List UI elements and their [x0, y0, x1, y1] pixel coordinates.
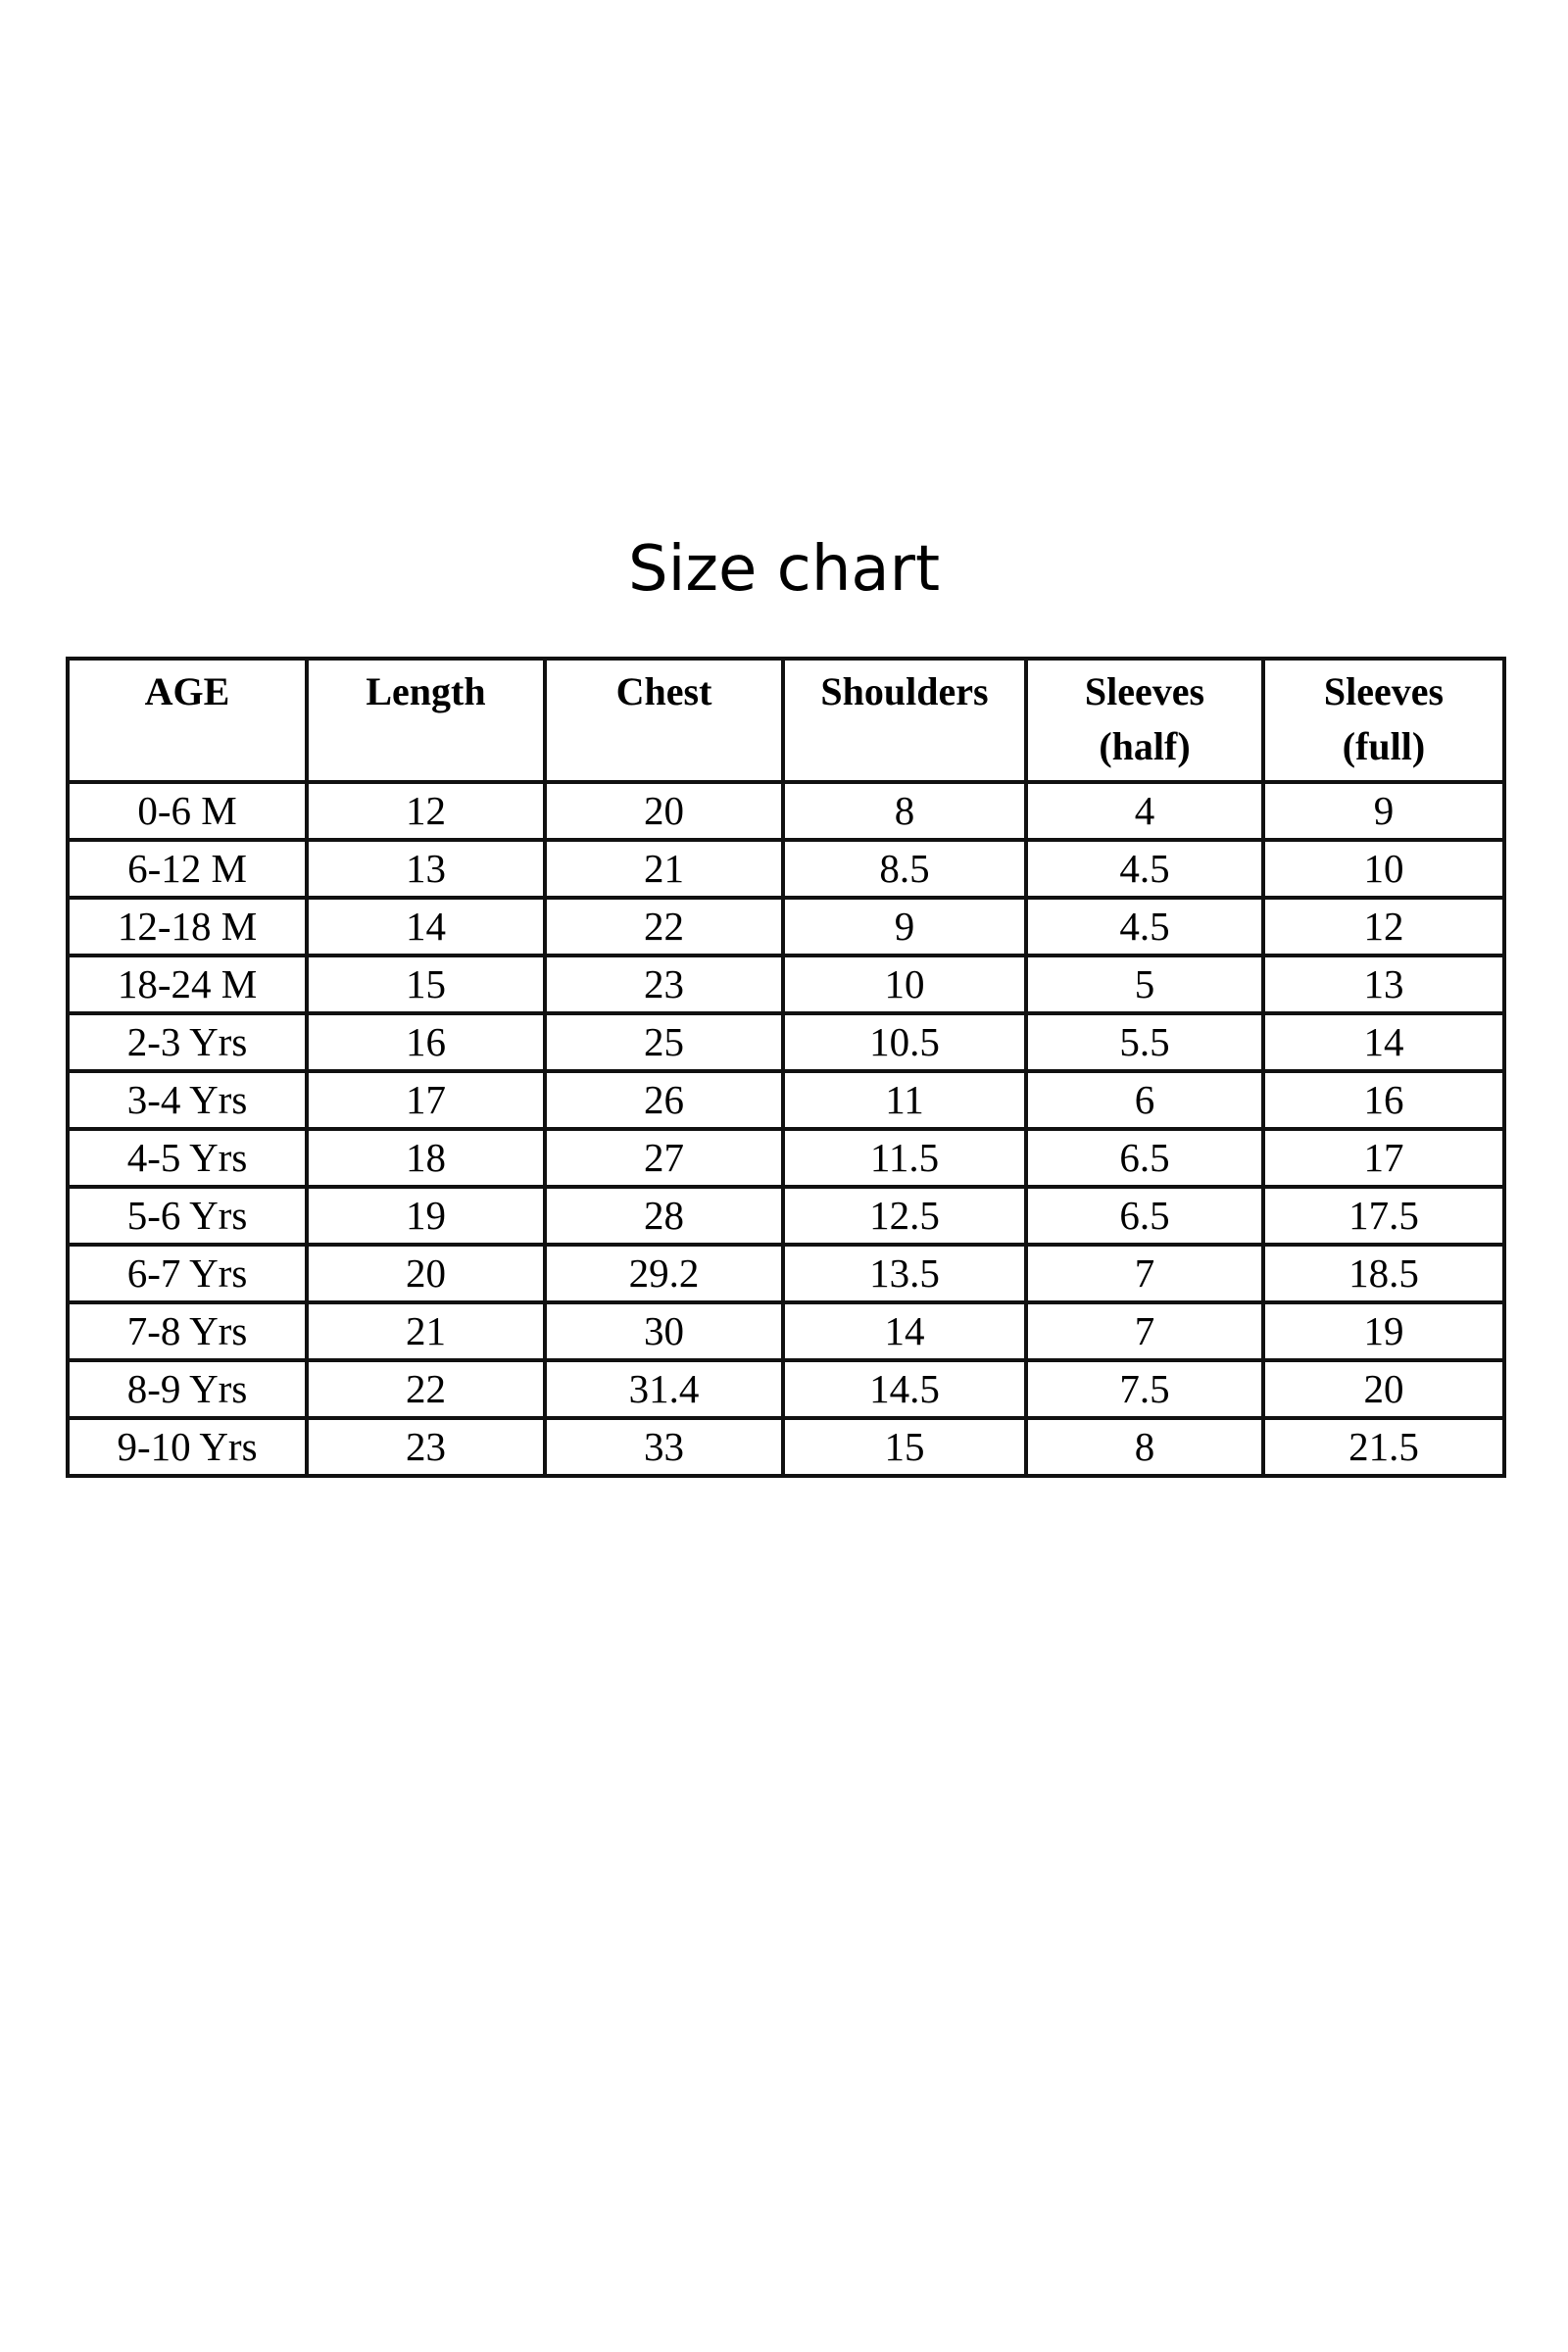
cell-chest: 29.2 [545, 1245, 783, 1302]
cell-sleeves-full: 17.5 [1263, 1187, 1504, 1245]
cell-chest: 30 [545, 1302, 783, 1360]
table-header [68, 659, 1504, 782]
table-row [68, 1245, 1504, 1302]
header-row [68, 659, 1504, 782]
cell-sleeves-full: 18.5 [1263, 1245, 1504, 1302]
cell-sleeves-full: 12 [1263, 898, 1504, 956]
table-row [68, 956, 1504, 1013]
size-chart-table [66, 657, 1506, 1478]
cell-sleeves-full: 9 [1263, 782, 1504, 840]
cell-shoulders: 8.5 [783, 840, 1026, 898]
cell-age: 6-7 Yrs [68, 1245, 307, 1302]
cell-sleeves-half: 5 [1026, 956, 1263, 1013]
table-row [68, 840, 1504, 898]
cell-age: 6-12 M [68, 840, 307, 898]
cell-shoulders: 11 [783, 1071, 1026, 1129]
cell-sleeves-half: 7 [1026, 1302, 1263, 1360]
header-cell-chest [545, 659, 783, 782]
header-cell-length [307, 659, 545, 782]
cell-chest: 31.4 [545, 1360, 783, 1418]
cell-sleeves-half: 4.5 [1026, 840, 1263, 898]
cell-sleeves-full: 10 [1263, 840, 1504, 898]
cell-age: 3-4 Yrs [68, 1071, 307, 1129]
cell-chest: 25 [545, 1013, 783, 1071]
cell-sleeves-half: 7 [1026, 1245, 1263, 1302]
header-cell-sleeves-full [1263, 659, 1504, 782]
cell-length: 23 [307, 1418, 545, 1476]
cell-age: 7-8 Yrs [68, 1302, 307, 1360]
cell-sleeves-half: 4.5 [1026, 898, 1263, 956]
cell-age: 9-10 Yrs [68, 1418, 307, 1476]
cell-sleeves-full: 17 [1263, 1129, 1504, 1187]
header-sublabel: (full) [1342, 724, 1426, 768]
table-row [68, 1129, 1504, 1187]
header-label: Shoulders [820, 669, 989, 713]
cell-age: 5-6 Yrs [68, 1187, 307, 1245]
cell-length: 21 [307, 1302, 545, 1360]
cell-length: 15 [307, 956, 545, 1013]
cell-sleeves-half: 4 [1026, 782, 1263, 840]
cell-age: 0-6 M [68, 782, 307, 840]
cell-length: 18 [307, 1129, 545, 1187]
cell-chest: 23 [545, 956, 783, 1013]
header-cell-sleeves-half [1026, 659, 1263, 782]
header-label: Chest [615, 669, 712, 713]
cell-length: 22 [307, 1360, 545, 1418]
table-row [68, 898, 1504, 956]
cell-age: 12-18 M [68, 898, 307, 956]
page-title: Size chart [627, 533, 941, 606]
cell-age: 2-3 Yrs [68, 1013, 307, 1071]
cell-sleeves-full: 13 [1263, 956, 1504, 1013]
header-sublabel: (half) [1099, 724, 1191, 768]
cell-sleeves-full: 16 [1263, 1071, 1504, 1129]
cell-age: 4-5 Yrs [68, 1129, 307, 1187]
cell-shoulders: 10.5 [783, 1013, 1026, 1071]
cell-shoulders: 14 [783, 1302, 1026, 1360]
cell-length: 13 [307, 840, 545, 898]
cell-length: 12 [307, 782, 545, 840]
cell-chest: 22 [545, 898, 783, 956]
table-row [68, 1418, 1504, 1476]
cell-shoulders: 14.5 [783, 1360, 1026, 1418]
header-label: AGE [144, 669, 230, 713]
cell-shoulders: 9 [783, 898, 1026, 956]
cell-shoulders: 10 [783, 956, 1026, 1013]
cell-sleeves-full: 19 [1263, 1302, 1504, 1360]
cell-chest: 28 [545, 1187, 783, 1245]
header-label: Length [366, 669, 486, 713]
table-body [68, 782, 1504, 1476]
cell-chest: 26 [545, 1071, 783, 1129]
cell-length: 17 [307, 1071, 545, 1129]
cell-chest: 20 [545, 782, 783, 840]
table-row [68, 782, 1504, 840]
cell-shoulders: 13.5 [783, 1245, 1026, 1302]
cell-length: 14 [307, 898, 545, 956]
cell-sleeves-half: 7.5 [1026, 1360, 1263, 1418]
cell-chest: 21 [545, 840, 783, 898]
table-row [68, 1302, 1504, 1360]
header-cell-shoulders [783, 659, 1026, 782]
cell-chest: 27 [545, 1129, 783, 1187]
cell-length: 16 [307, 1013, 545, 1071]
header-label: Sleeves [1323, 669, 1445, 713]
cell-sleeves-full: 20 [1263, 1360, 1504, 1418]
header-label: Sleeves [1084, 669, 1205, 713]
cell-sleeves-full: 14 [1263, 1013, 1504, 1071]
cell-sleeves-half: 6.5 [1026, 1129, 1263, 1187]
cell-age: 18-24 M [68, 956, 307, 1013]
table-row [68, 1187, 1504, 1245]
cell-shoulders: 8 [783, 782, 1026, 840]
cell-shoulders: 11.5 [783, 1129, 1026, 1187]
cell-sleeves-half: 5.5 [1026, 1013, 1263, 1071]
cell-sleeves-half: 6 [1026, 1071, 1263, 1129]
cell-age: 8-9 Yrs [68, 1360, 307, 1418]
table-row [68, 1071, 1504, 1129]
table-row [68, 1013, 1504, 1071]
cell-length: 19 [307, 1187, 545, 1245]
cell-chest: 33 [545, 1418, 783, 1476]
header-cell-age [68, 659, 307, 782]
cell-length: 20 [307, 1245, 545, 1302]
cell-sleeves-half: 8 [1026, 1418, 1263, 1476]
table-row [68, 1360, 1504, 1418]
cell-sleeves-full: 21.5 [1263, 1418, 1504, 1476]
cell-sleeves-half: 6.5 [1026, 1187, 1263, 1245]
cell-shoulders: 12.5 [783, 1187, 1026, 1245]
cell-shoulders: 15 [783, 1418, 1026, 1476]
